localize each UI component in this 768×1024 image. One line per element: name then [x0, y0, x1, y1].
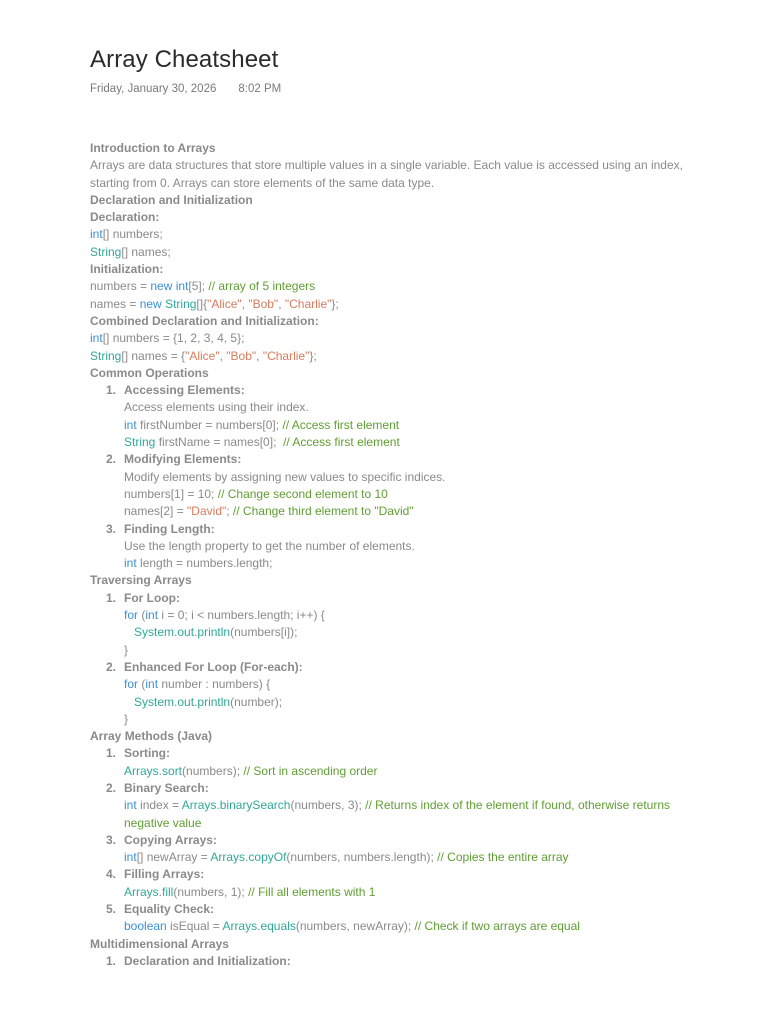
code-line [90, 555, 690, 572]
list-number: 1. [105, 590, 116, 605]
code-text: names = [90, 296, 140, 311]
list-title: For Loop: [124, 590, 180, 605]
code-type: String [165, 296, 197, 311]
code-function: fill [162, 884, 174, 899]
list-number: 5. [105, 902, 116, 917]
intro-heading: Introduction to Arrays [90, 141, 216, 155]
code-comment: // Access first element [283, 435, 400, 450]
code-function: sort [162, 763, 183, 778]
combined-label: Combined Declaration and Initialization: [90, 313, 319, 328]
code-text [124, 695, 134, 709]
code-keyword: int [124, 556, 137, 571]
code-text: }; [309, 348, 317, 363]
intro-text: Arrays are data structures that store multiple values in a single variable. Each value is accessed using an index, starting from 0. Arrays can store elements of the same data type. [90, 158, 683, 190]
list-item [90, 745, 690, 762]
code-text: (numbers, numbers.length); [286, 850, 438, 865]
code-line [90, 676, 690, 693]
code-string: "Charlie" [284, 296, 332, 311]
code-text: . [158, 763, 163, 778]
code-text: } [124, 642, 129, 657]
code-line [90, 642, 690, 659]
code-string: "Alice" [207, 296, 242, 311]
list-title: Modifying Elements: [124, 452, 242, 467]
list-number: 4. [105, 867, 116, 882]
code-comment: // Fill all elements with 1 [248, 884, 376, 899]
code-line [90, 296, 690, 313]
code-text: . [194, 625, 198, 640]
code-function: out [177, 625, 195, 640]
list-number: 1. [105, 383, 116, 398]
code-line [90, 694, 690, 711]
list-title: Copying Arrays: [124, 832, 217, 847]
code-text: . [158, 884, 163, 899]
list-number: 2. [105, 452, 116, 467]
code-text: numbers = [90, 279, 151, 294]
code-comment: // Returns index of the element if found, otherwise returns negative value [124, 798, 670, 830]
code-string: "Alice" [185, 348, 220, 363]
page-meta [90, 83, 281, 95]
code-line [90, 348, 690, 365]
code-line [90, 226, 690, 243]
code-function: binarySearch [219, 798, 291, 813]
code-text: i = 0; i < numbers.length; i++) { [158, 608, 325, 623]
list-title: Filling Arrays: [124, 867, 205, 882]
code-type: System [134, 625, 175, 640]
code-keyword: int [145, 608, 159, 623]
declaration-label: Declaration: [90, 210, 160, 225]
code-comment: // array of 5 integers [208, 279, 316, 294]
list-title: Accessing Elements: [124, 383, 245, 398]
page-date: Friday, January 30, 2026 [90, 83, 217, 95]
code-line [90, 486, 690, 503]
code-keyword: int [124, 417, 137, 432]
code-text: [] names; [121, 244, 171, 259]
list-item [90, 382, 690, 399]
code-text: [] names = { [121, 348, 186, 363]
list-number: 1. [105, 746, 116, 761]
code-keyword: int [145, 677, 159, 692]
list-number: 1. [105, 953, 116, 968]
decl-init-heading: Declaration and Initialization [90, 192, 253, 207]
code-text: , [241, 296, 249, 311]
list-item [90, 659, 690, 676]
list-number: 2. [105, 780, 116, 795]
code-text: [] numbers; [102, 227, 163, 242]
code-keyword: int [90, 227, 103, 242]
code-text: (numbers, 1); [173, 884, 249, 899]
code-text: . [174, 694, 178, 709]
code-text: } [124, 711, 129, 726]
initialization-label: Initialization: [90, 262, 164, 277]
list-item [90, 780, 690, 797]
code-text: (numbers); [182, 763, 244, 778]
code-comment: // Change third element to "David" [232, 504, 414, 519]
code-type: System [134, 694, 175, 709]
code-text: []{ [196, 296, 208, 311]
code-text: [] numbers = {1, 2, 3, 4, 5}; [102, 331, 245, 346]
code-text: (numbers[i]); [230, 625, 298, 640]
common-ops-heading: Common Operations [90, 365, 209, 380]
code-type: String [90, 244, 122, 259]
code-type: Arrays [222, 919, 258, 934]
code-text: [] newArray = [136, 850, 211, 865]
list-item [90, 953, 690, 970]
code-keyword: int [124, 850, 137, 865]
code-text: , [256, 348, 263, 363]
code-keyword: int [90, 331, 103, 346]
list-item [90, 521, 690, 538]
list-number: 2. [105, 659, 116, 674]
code-keyword: for [124, 677, 139, 692]
methods-heading: Array Methods (Java) [90, 729, 213, 744]
list-title: Binary Search: [124, 780, 209, 795]
op-desc: Modify elements by assigning new values to specific indices. [124, 469, 446, 484]
op-desc: Access elements using their index. [124, 400, 309, 415]
code-comment: // Sort in ascending order [243, 763, 378, 778]
code-line [90, 711, 690, 728]
code-text: number : numbers) { [158, 677, 271, 692]
code-text: . [194, 694, 198, 709]
code-text: . [245, 850, 249, 865]
op-desc: Use the length property to get the number of elements. [124, 538, 415, 553]
code-string: "Bob" [248, 296, 279, 311]
list-title: Finding Length: [124, 521, 215, 536]
code-text: ; [226, 504, 233, 519]
multi-heading: Multidimensional Arrays [90, 936, 229, 951]
code-text: index = [136, 798, 182, 813]
list-number: 3. [105, 832, 116, 847]
list-title: Sorting: [124, 746, 170, 761]
code-text: . [257, 919, 261, 934]
code-comment: // Check if two arrays are equal [414, 919, 580, 934]
code-line [90, 624, 690, 641]
list-title: Declaration and Initialization: [124, 953, 291, 968]
code-keyword: for [124, 608, 139, 623]
code-type: Arrays [210, 850, 246, 865]
code-text: }; [331, 296, 339, 311]
code-keyword: int [124, 798, 137, 813]
page-time: 8:02 PM [238, 83, 282, 95]
code-comment: // Change second element to 10 [217, 486, 388, 501]
code-line [90, 503, 690, 520]
code-line [90, 434, 690, 451]
code-text: isEqual = [166, 919, 223, 934]
list-item [90, 901, 690, 918]
code-string: "Charlie" [262, 348, 310, 363]
code-text: , [278, 296, 285, 311]
code-function: equals [260, 919, 296, 934]
code-line [90, 244, 690, 261]
code-line [90, 763, 690, 780]
code-type: Arrays [181, 798, 217, 813]
code-text: ( [138, 608, 146, 623]
code-function: println [197, 625, 231, 640]
code-string: "David" [187, 504, 227, 519]
code-text: , [219, 348, 227, 363]
code-type: String [124, 435, 156, 450]
page-title: Array Cheatsheet [90, 46, 279, 73]
code-function: println [197, 694, 231, 709]
list-title: Equality Check: [124, 902, 215, 917]
code-line [90, 278, 690, 295]
code-text: . [216, 798, 220, 813]
code-text: names[2] = [124, 504, 188, 519]
code-comment: // Access first element [282, 417, 400, 432]
code-text: (numbers, 3); [290, 798, 366, 813]
code-text: firstName = names[0]; [155, 435, 284, 450]
code-function: out [177, 694, 195, 709]
code-string: "Bob" [226, 348, 257, 363]
code-text: firstNumber = numbers[0]; [136, 417, 283, 432]
code-text: numbers[1] = 10; [124, 486, 218, 501]
list-number: 3. [105, 521, 116, 536]
code-text: (numbers, newArray); [295, 919, 415, 934]
code-text: [5]; [188, 279, 209, 294]
code-text: . [174, 625, 178, 640]
code-line [90, 884, 690, 901]
code-line [90, 330, 690, 347]
code-keyword: boolean [124, 919, 167, 934]
code-line [90, 607, 690, 624]
code-text [124, 625, 134, 639]
code-type: Arrays [124, 763, 159, 778]
list-item [90, 590, 690, 607]
code-type: Arrays [124, 884, 159, 899]
code-line [90, 797, 690, 832]
note-content [90, 140, 690, 970]
code-keyword: new int [150, 279, 189, 294]
code-text: ( [138, 677, 146, 692]
code-line [90, 918, 690, 935]
code-line [90, 417, 690, 434]
code-type: String [90, 348, 122, 363]
code-text: (number); [230, 694, 283, 709]
code-line [90, 849, 690, 866]
list-item [90, 866, 690, 883]
code-comment: // Copies the entire array [437, 850, 569, 865]
list-title: Enhanced For Loop (For-each): [124, 659, 303, 674]
code-keyword: new [139, 296, 166, 311]
code-function: copyOf [248, 850, 287, 865]
list-item [90, 451, 690, 468]
code-text: length = numbers.length; [136, 556, 273, 571]
traversing-heading: Traversing Arrays [90, 573, 192, 588]
list-item [90, 832, 690, 849]
